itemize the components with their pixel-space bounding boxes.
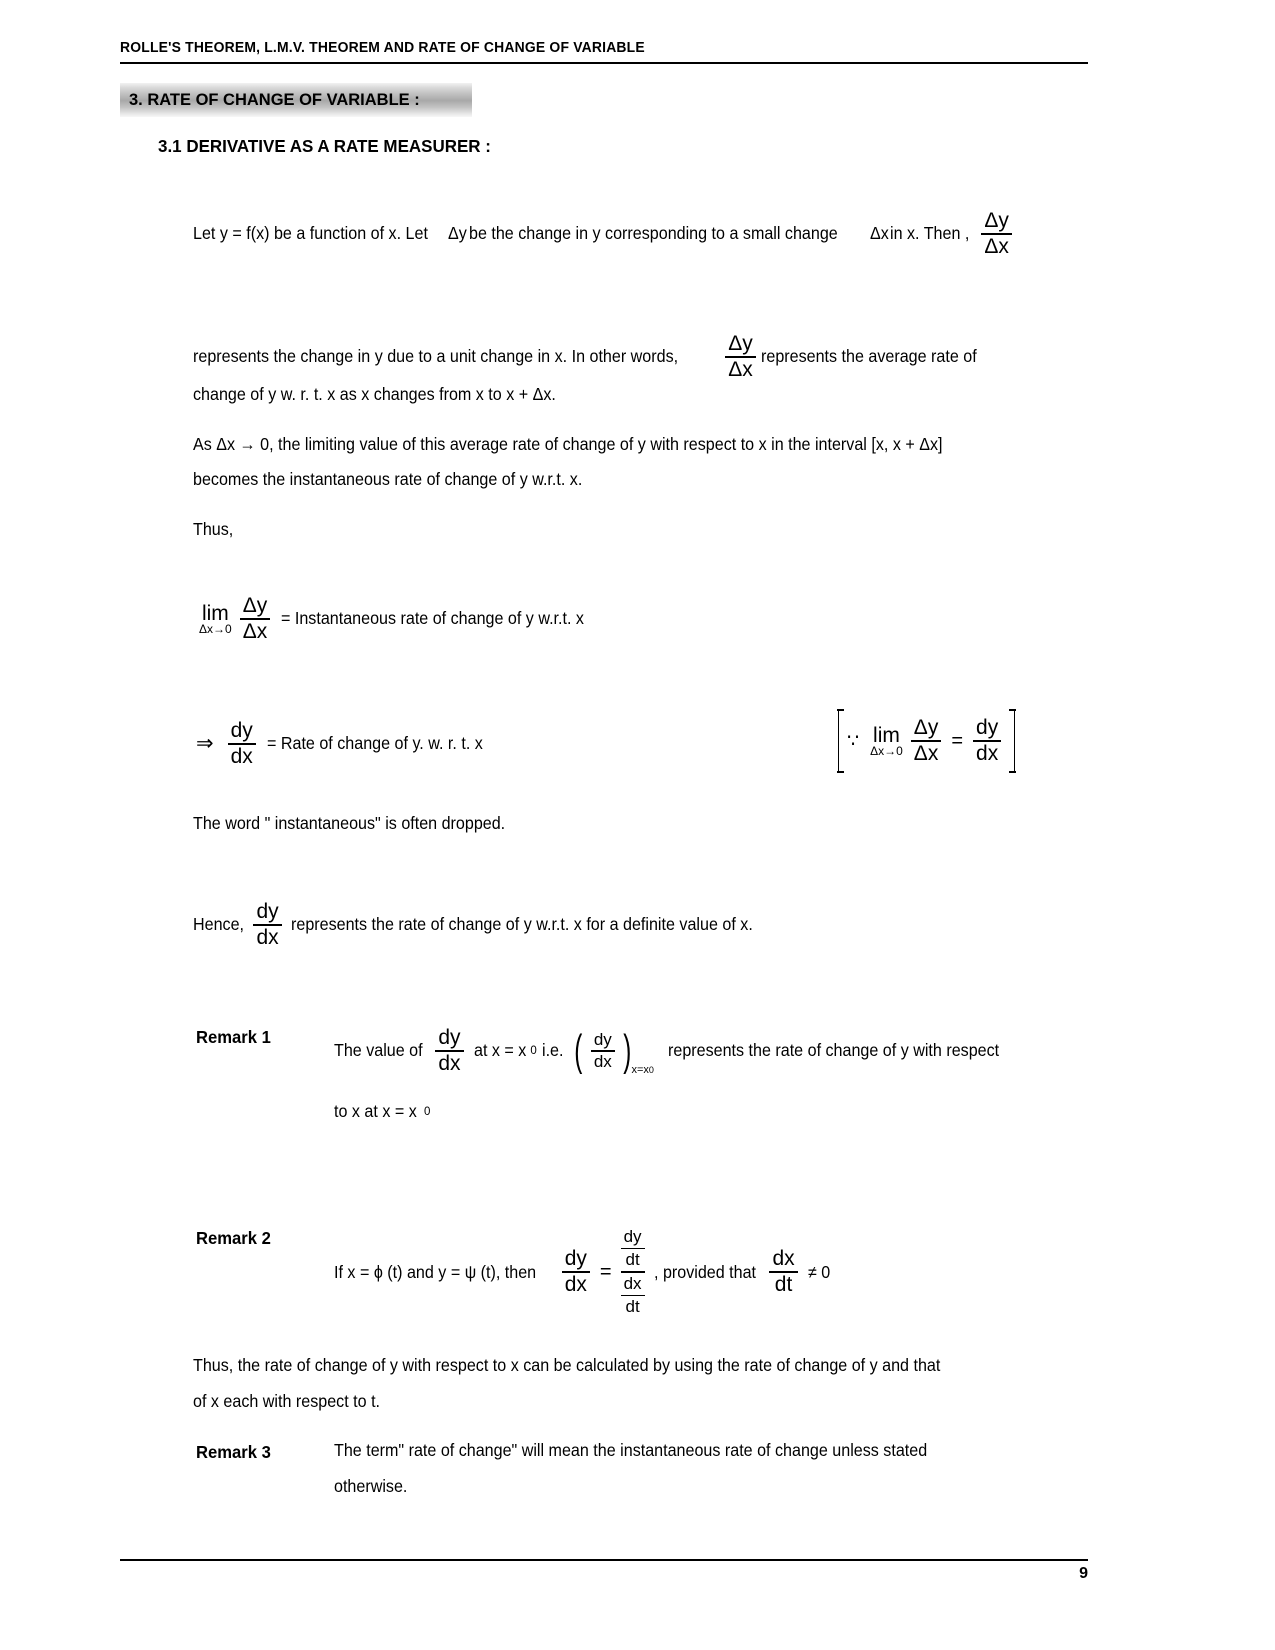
fraction-numerator: dy [230,719,253,742]
header-divider [120,62,1088,64]
remark-2-line-1 [334,1228,832,1316]
section-heading-bar [120,83,472,117]
paragraph-1-text-b: be the change in y corresponding to a small change [468,223,838,244]
remark-1-line-2 [334,1101,430,1122]
equals-sign: = [951,729,964,752]
complex-fraction-dydt-over-dxdt [621,1228,645,1316]
fraction-denominator: dx [593,1051,612,1071]
fraction-denominator: dt [774,1272,793,1296]
paragraph-thus-rate-line2: of x each with respect to t. [193,1391,381,1411]
paragraph-hence [193,901,793,949]
fraction-numerator: dx [772,1247,795,1271]
fraction-denominator: dx [564,1272,587,1296]
remark-1-evaluation-subscript [631,1064,653,1076]
fraction-denominator: dx [256,925,279,949]
implies-icon: ⇒ [196,732,214,756]
equals-sign-2: = [599,1260,612,1283]
subscript-zero: 0 [648,1065,654,1076]
fraction-denominator: dx [438,1051,461,1075]
fraction-dy-over-dx-2 [973,717,1001,765]
paragraph-1-text-c: in x. Then , [890,223,970,244]
remark-1-text-b: at x = x [473,1040,526,1061]
paragraph-instantaneous-dropped: The word " instantaneous" is often dropped. [193,813,506,833]
limit-operator-1 [199,603,232,635]
fraction-denominator: Δx [242,619,268,643]
fraction-dy-over-dx-6 [562,1248,590,1296]
fraction-denominator: Δx [984,234,1009,258]
fraction-dx-over-dt-2 [769,1248,797,1296]
remark-2-text-b: , provided that [653,1261,756,1282]
paragraph-1 [193,210,1017,258]
fraction-numerator: dy [438,1026,461,1049]
fraction-delta-y-over-delta-x-3 [240,595,271,643]
fraction-bar [621,1248,645,1250]
fraction-numerator: Δy [913,716,939,740]
fraction-numerator: Δy [728,332,753,355]
section-heading-text: 3. RATE OF CHANGE OF VARIABLE : [129,90,420,109]
paragraph-2 [193,333,995,381]
remark-1-subscript-zero-a: 0 [530,1044,537,1057]
fraction-denominator: Δx [728,357,753,381]
equation-limit-rhs: = Instantaneous rate of change of y w.r.t. x [281,608,585,629]
fraction-dy-over-dx-5 [591,1031,615,1070]
remark-1-text-c: i.e. [541,1040,564,1061]
fraction-delta-y-over-delta-x-2 [725,333,756,381]
limit-label: lim [201,601,229,625]
remark-1-subscript-zero-b: 0 [423,1105,431,1118]
fraction-numerator: dy [256,900,279,923]
complex-fraction-bar [621,1271,645,1273]
fraction-bar [621,1295,645,1297]
paragraph-3: change of y w. r. t. x as x changes from x to x + Δx. [193,384,556,404]
left-paren-icon: ( [574,1025,583,1075]
limit-subscript: Δx→0 [870,744,903,758]
delta-y-inline-1: Δy [448,223,468,244]
fraction-numerator: dy [623,1227,642,1246]
fraction-numerator: dy [976,716,999,740]
paragraph-5: becomes the instantaneous rate of change of y w.r.t. x. [193,469,583,489]
fraction-numerator: dx [623,1273,642,1293]
running-head: ROLLE'S THEOREM, L.M.V. THEOREM AND RATE OF CHANGE OF VARIABLE [120,40,645,56]
paragraph-1-text-a: Let y = f(x) be a function of x. Let [193,223,428,244]
fraction-numerator: Δy [242,594,268,617]
paragraph-hence-text-b: represents the rate of change of y w.r.t. x for a definite value of x. [290,914,753,935]
paragraph-thus-rate: Thus, the rate of change of y with respect to x can be calculated by using the rate of change of y and that [193,1355,941,1375]
paragraph-4: As Δx → 0, the limiting value of this average rate of change of y with respect to x in the interval [x, x + Δx] [193,434,943,454]
remark-1-text-a: The value of [334,1040,423,1061]
remark-2-text-a: If x = ϕ (t) and y = ψ (t), then [334,1261,537,1282]
fraction-delta-y-over-delta-x-1 [981,210,1012,258]
subscript-text: x=x [631,1064,649,1077]
remark-1-label: Remark 1 [196,1027,271,1047]
fraction-denominator: dx [230,744,253,768]
remark-1-text-d: represents the rate of change of y with respect [667,1040,1000,1061]
fraction-numerator: Δy [984,209,1009,232]
equation-derivative-rate [196,720,501,768]
fraction-delta-y-over-delta-x-4 [911,717,942,765]
fraction-numerator: dy [593,1030,612,1050]
fraction-denominator: Δx [913,741,939,765]
paragraph-hence-text-a: Hence, [193,914,245,935]
paragraph-2-text-a: represents the change in y due to a unit change in x. In other words, [193,346,679,367]
equation-derivative-rhs: = Rate of change of y. w. r. t. x [266,733,483,754]
fraction-denominator: dt [625,1250,640,1270]
paragraph-thus: Thus, [193,519,234,539]
fraction-denominator: dt [625,1297,640,1317]
fraction-dy-over-dx-4 [435,1027,463,1075]
delta-x-inline-1: Δx [869,223,889,244]
fraction-denominator: dx [976,741,999,765]
because-icon: ∵ [847,730,860,752]
right-paren-icon: ) [623,1025,632,1075]
fraction-dy-over-dx-3 [253,901,281,949]
limit-label: lim [873,724,900,747]
remark-2-text-c: ≠ 0 [807,1261,830,1282]
limit-subscript: Δx→0 [199,621,232,636]
bracket-cap-bottom-right [1009,771,1016,773]
fraction-dy-over-dx-1 [228,720,256,768]
bracket-cap-top-right [1009,709,1016,711]
remark-3-line-2: otherwise. [334,1476,408,1496]
remark-1-line-1 [334,1027,1028,1075]
page-number: 9 [1079,1565,1088,1582]
subsection-heading: 3.1 DERIVATIVE AS A RATE MEASURER : [158,136,491,156]
fraction-dy-over-dt [621,1228,645,1269]
paragraph-2-text-b: represents the average rate of [760,346,977,367]
parenthesised-derivative-at-x0 [571,1025,654,1077]
remark-3-label: Remark 3 [196,1442,271,1462]
footer-divider [120,1559,1088,1561]
remark-2-label: Remark 2 [196,1228,271,1248]
bracketed-note-limit-equals-derivative [838,710,1015,772]
limit-operator-2 [870,725,903,757]
remark-1-line2-text: to x at x = x [334,1101,417,1121]
fraction-dx-over-dt-1 [621,1275,645,1316]
fraction-numerator: dy [564,1247,587,1271]
remark-3-line-1: The term" rate of change" will mean the instantaneous rate of change unless stated [334,1440,928,1460]
equation-limit-instantaneous [196,595,611,643]
